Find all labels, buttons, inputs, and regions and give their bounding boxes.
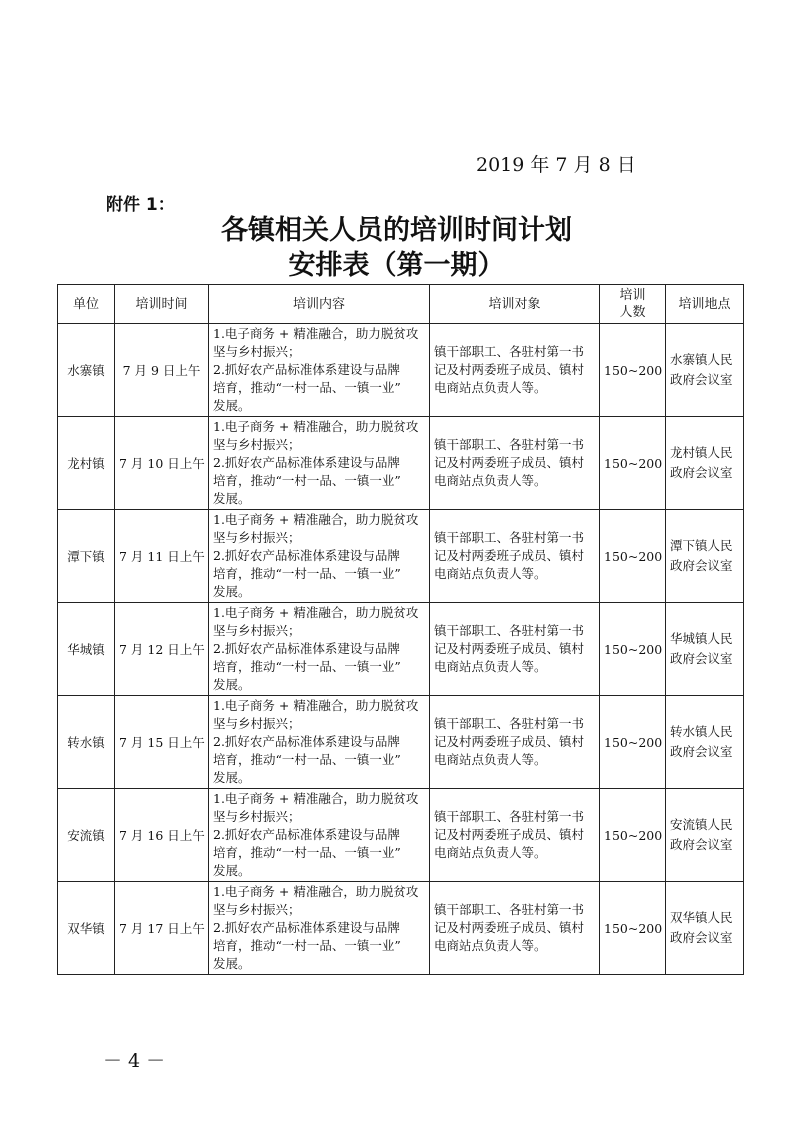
cell-target: 镇干部职工、各驻村第一书记及村两委班子成员、镇村电商站点负责人等。 [430,603,600,696]
content-line: 坚与乡村振兴； [213,623,301,638]
cell-time: 7 月 16 日上午 [115,789,209,882]
cell-unit: 龙村镇 [58,417,115,510]
content-line: 发展。 [213,491,251,506]
attachment-label: 附件 1： [106,195,175,215]
content-line: 培育，推动“一村一品、一镇一业” [213,566,401,581]
content-line: 发展。 [213,770,251,785]
header-count [600,285,666,324]
content-line: 坚与乡村振兴； [213,902,301,917]
cell-time: 7 月 10 日上午 [115,417,209,510]
table-row [58,696,744,789]
cell-count: 150~200 [600,789,666,882]
content-line: 发展。 [213,863,251,878]
cell-target: 镇干部职工、各驻村第一书记及村两委班子成员、镇村电商站点负责人等。 [430,789,600,882]
cell-count: 150~200 [600,603,666,696]
cell-unit: 双华镇 [58,882,115,975]
cell-content [209,324,430,417]
content-line: 2.抓好农产品标准体系建设与品牌 [213,641,400,656]
table-row [58,603,744,696]
cell-place: 水寨镇人民政府会议室 [666,324,744,417]
cell-time: 7 月 11 日上午 [115,510,209,603]
cell-target: 镇干部职工、各驻村第一书记及村两委班子成员、镇村电商站点负责人等。 [430,324,600,417]
content-line: 2.抓好农产品标准体系建设与品牌 [213,548,400,563]
content-line: 2.抓好农产品标准体系建设与品牌 [213,827,400,842]
content-line: 1.电子商务 + 精准融合，助力脱贫攻 [213,791,419,806]
header-unit: 单位 [58,285,115,324]
table-header-row [58,285,744,324]
page-number: － 4 － [103,1050,166,1072]
cell-place: 龙村镇人民政府会议室 [666,417,744,510]
cell-unit: 转水镇 [58,696,115,789]
content-line: 2.抓好农产品标准体系建设与品牌 [213,920,400,935]
cell-count: 150~200 [600,417,666,510]
content-line: 发展。 [213,584,251,599]
content-line: 1.电子商务 + 精准融合，助力脱贫攻 [213,884,419,899]
cell-place: 转水镇人民政府会议室 [666,696,744,789]
document-title-line1: 各镇相关人员的培训时间计划 [221,215,572,246]
header-count-line2: 人数 [619,305,646,320]
header-content: 培训内容 [209,285,430,324]
content-line: 坚与乡村振兴； [213,437,301,452]
table-row [58,417,744,510]
content-line: 培育，推动“一村一品、一镇一业” [213,659,401,674]
content-line: 培育，推动“一村一品、一镇一业” [213,380,401,395]
cell-count: 150~200 [600,324,666,417]
content-line: 发展。 [213,956,251,971]
header-target: 培训对象 [430,285,600,324]
cell-content [209,882,430,975]
header-time: 培训时间 [115,285,209,324]
cell-unit: 华城镇 [58,603,115,696]
cell-time: 7 月 17 日上午 [115,882,209,975]
content-line: 2.抓好农产品标准体系建设与品牌 [213,455,400,470]
cell-count: 150~200 [600,882,666,975]
cell-content [209,510,430,603]
content-line: 发展。 [213,677,251,692]
header-place: 培训地点 [666,285,744,324]
cell-place: 潭下镇人民政府会议室 [666,510,744,603]
content-line: 1.电子商务 + 精准融合，助力脱贫攻 [213,605,419,620]
content-line: 坚与乡村振兴； [213,716,301,731]
content-line: 1.电子商务 + 精准融合，助力脱贫攻 [213,698,419,713]
content-line: 坚与乡村振兴； [213,809,301,824]
cell-target: 镇干部职工、各驻村第一书记及村两委班子成员、镇村电商站点负责人等。 [430,882,600,975]
header-count-line1: 培训 [619,288,646,303]
content-line: 培育，推动“一村一品、一镇一业” [213,752,401,767]
document-title-line2: 安排表（第一期） [288,250,505,281]
content-line: 1.电子商务 + 精准融合，助力脱贫攻 [213,326,419,341]
table-row [58,882,744,975]
cell-target: 镇干部职工、各驻村第一书记及村两委班子成员、镇村电商站点负责人等。 [430,417,600,510]
content-line: 2.抓好农产品标准体系建设与品牌 [213,734,400,749]
cell-place: 安流镇人民政府会议室 [666,789,744,882]
content-line: 2.抓好农产品标准体系建设与品牌 [213,362,400,377]
table-row [58,324,744,417]
cell-content [209,789,430,882]
cell-unit: 潭下镇 [58,510,115,603]
content-line: 1.电子商务 + 精准融合，助力脱贫攻 [213,419,419,434]
cell-place: 华城镇人民政府会议室 [666,603,744,696]
cell-unit: 水寨镇 [58,324,115,417]
table-row [58,789,744,882]
training-schedule-table [57,284,744,975]
content-line: 培育，推动“一村一品、一镇一业” [213,938,401,953]
cell-content [209,417,430,510]
cell-count: 150~200 [600,696,666,789]
cell-unit: 安流镇 [58,789,115,882]
content-line: 发展。 [213,398,251,413]
content-line: 培育，推动“一村一品、一镇一业” [213,845,401,860]
cell-place: 双华镇人民政府会议室 [666,882,744,975]
content-line: 培育，推动“一村一品、一镇一业” [213,473,401,488]
document-date: 2019 年 7 月 8 日 [476,154,636,176]
cell-target: 镇干部职工、各驻村第一书记及村两委班子成员、镇村电商站点负责人等。 [430,510,600,603]
cell-time: 7 月 9 日上午 [115,324,209,417]
cell-time: 7 月 12 日上午 [115,603,209,696]
cell-time: 7 月 15 日上午 [115,696,209,789]
cell-content [209,696,430,789]
cell-count: 150~200 [600,510,666,603]
content-line: 坚与乡村振兴； [213,530,301,545]
content-line: 坚与乡村振兴； [213,344,301,359]
cell-content [209,603,430,696]
table-row [58,510,744,603]
content-line: 1.电子商务 + 精准融合，助力脱贫攻 [213,512,419,527]
cell-target: 镇干部职工、各驻村第一书记及村两委班子成员、镇村电商站点负责人等。 [430,696,600,789]
